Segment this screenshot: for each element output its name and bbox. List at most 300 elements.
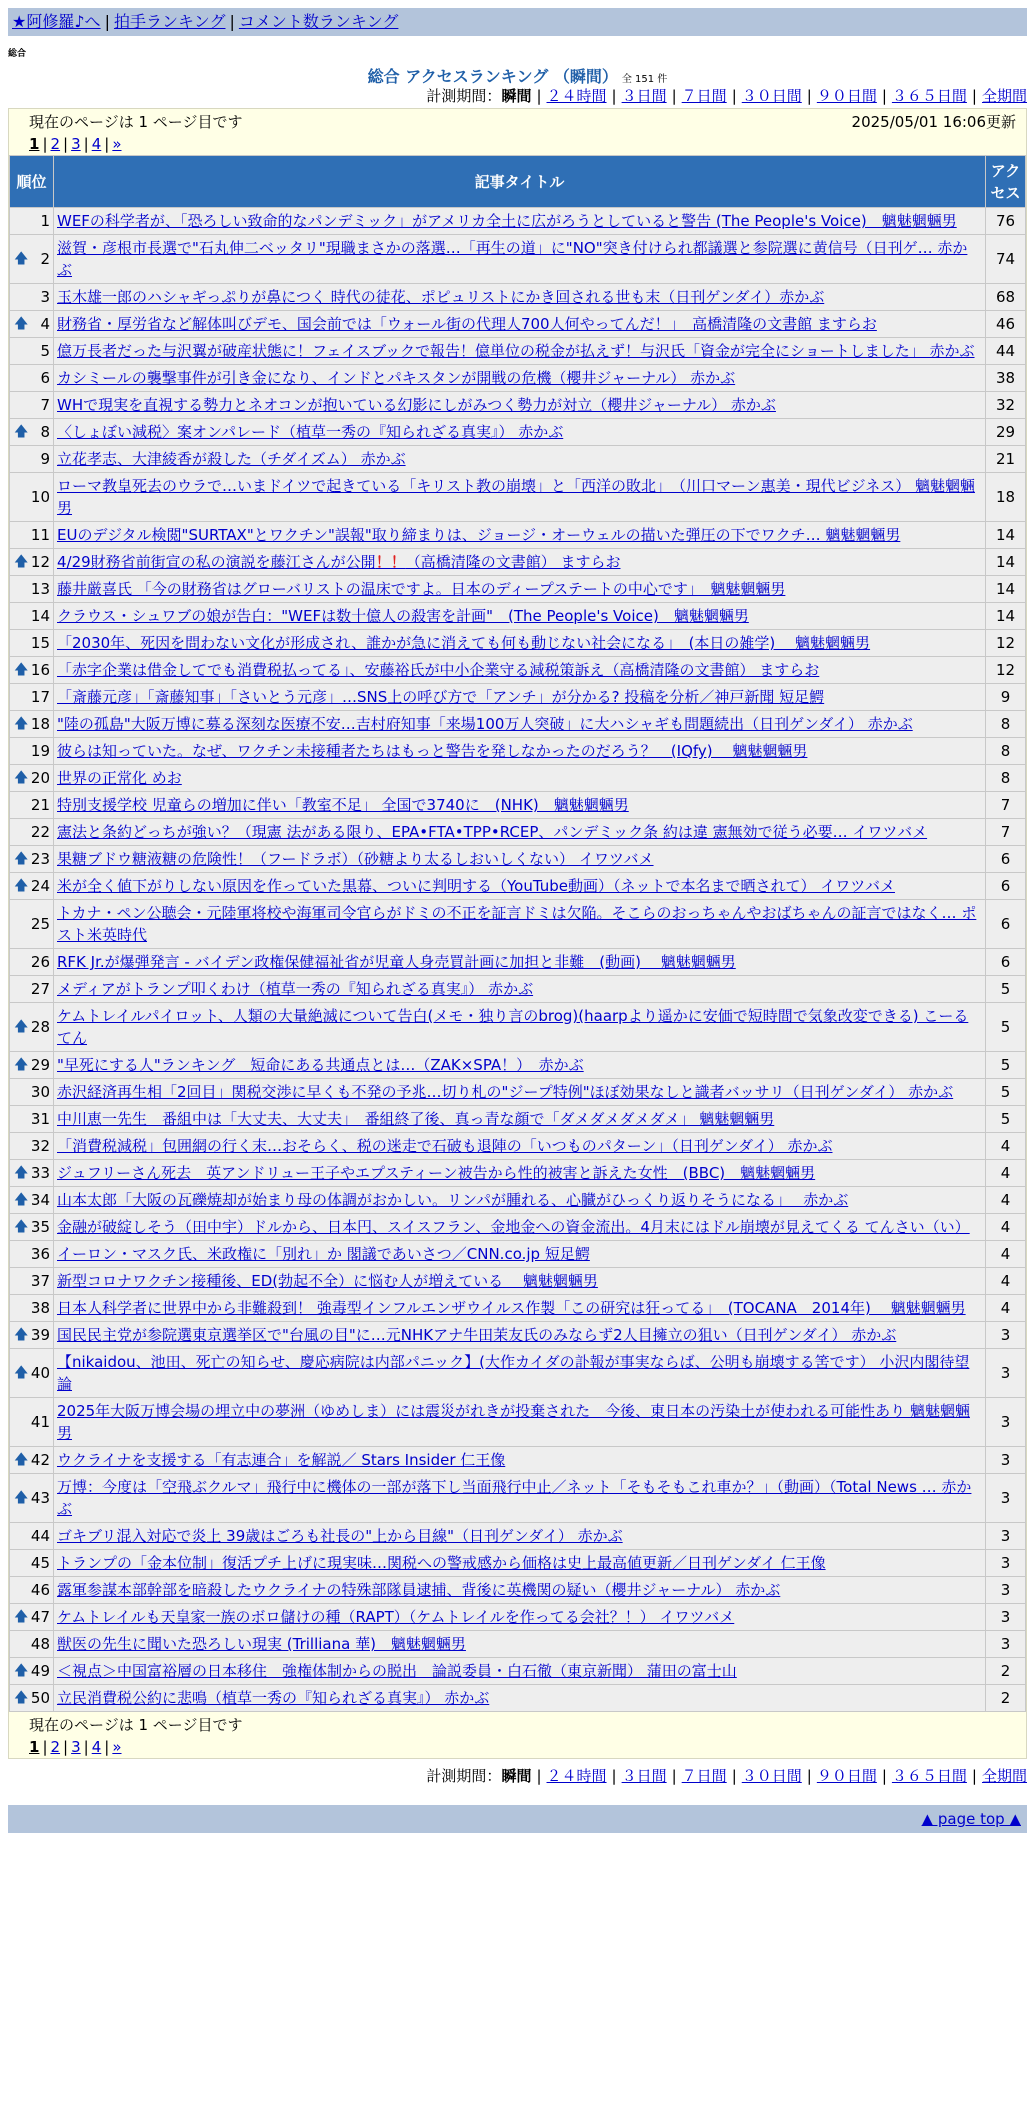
period-option[interactable]: ７日間: [681, 1767, 727, 1785]
article-title: WHで現実を直視する勢力とネオコンが抱いている幻影にしがみつく勢力が対立（櫻井ジャーナル） 赤かぶ: [57, 396, 776, 414]
title-cell: [54, 1268, 986, 1295]
article-link[interactable]: [57, 315, 877, 333]
rank-number: 22: [30, 823, 50, 841]
period-separator: |: [806, 1767, 812, 1785]
pager-page-link[interactable]: 3: [71, 1738, 81, 1756]
access-count: 32: [986, 392, 1026, 419]
rank-up-arrow-icon: 🡅: [14, 554, 29, 570]
article-link[interactable]: [57, 1581, 780, 1599]
page-info: 現在のページは 1 ページ目です: [29, 1716, 243, 1734]
title-cell: [54, 765, 986, 792]
period-separator: |: [671, 87, 677, 105]
rank-number: 49: [30, 1662, 50, 1680]
period-option[interactable]: 全期間: [981, 1767, 1027, 1785]
pager-separator: |: [63, 1738, 69, 1756]
period-option[interactable]: ９０日間: [816, 1767, 877, 1785]
article-title: 「赤字企業は借金してでも消費税払ってる」、安藤裕氏が中小企業守る減税策訴え（高橋清隆の文書館） ますらお: [57, 661, 820, 679]
exclamation-mark: ！！: [375, 553, 406, 571]
period-separator: |: [671, 1767, 677, 1785]
rank-number: 1: [40, 212, 50, 230]
table-row: [10, 235, 1026, 284]
access-count: 4: [986, 1160, 1026, 1187]
title-cell: [54, 684, 986, 711]
table-row: [10, 1658, 1026, 1685]
table-row: [10, 1398, 1026, 1447]
rank-number: 9: [40, 450, 50, 468]
rank-cell: [10, 338, 54, 365]
rank-up-arrow-icon: 🡅: [14, 1365, 29, 1381]
period-option[interactable]: ２４時間: [546, 87, 607, 105]
pager-next-link[interactable]: »: [112, 1738, 122, 1756]
period-separator: |: [881, 87, 887, 105]
pager-page-link[interactable]: 4: [91, 135, 102, 153]
article-title: EUのデジタル検閲"SURTAX"とワクチン"誤報"取り締まりは、ジョージ・オーウェルの描いた弾圧の下でワクチ… 魑魅魍魎男: [57, 526, 901, 544]
period-separator: |: [536, 1767, 542, 1785]
rank-cell: [10, 235, 54, 284]
table-row: [10, 549, 1026, 576]
rank-number: 43: [30, 1489, 50, 1507]
access-count: 6: [986, 900, 1026, 949]
article-title: 世界の正常化 めお: [57, 769, 182, 787]
article-title: 米が全く値下がりしない原因を作っていた黒幕、ついに判明する（YouTube動画）（ネットで本名まで晒されて） イワツバメ: [57, 877, 895, 895]
rank-cell: [10, 1295, 54, 1322]
table-row: [10, 1079, 1026, 1106]
access-count: 3: [986, 1398, 1026, 1447]
period-label: 計測期間：: [426, 87, 502, 105]
rank-number: 46: [30, 1581, 50, 1599]
access-count: 74: [986, 235, 1026, 284]
article-link[interactable]: [57, 1326, 896, 1344]
article-link[interactable]: [57, 1402, 970, 1442]
table-row: [10, 1631, 1026, 1658]
period-separator: |: [611, 87, 617, 105]
rank-cell: [10, 1349, 54, 1398]
article-title: カシミールの襲撃事件が引き金になり、インドとパキスタンが開戦の危機（櫻井ジャーナル） 赤かぶ: [57, 369, 736, 387]
rank-number: 8: [40, 423, 50, 441]
table-row: [10, 311, 1026, 338]
rank-number: 48: [30, 1635, 50, 1653]
article-title: 新型コロナワクチン接種後、ED(勃起不全）に悩む人が増えている 魑魅魍魎男: [57, 1272, 598, 1290]
article-link[interactable]: [57, 953, 736, 971]
article-link[interactable]: [57, 288, 824, 306]
access-count: 5: [986, 1003, 1026, 1052]
article-title: "陸の孤島"大阪万博に募る深刻な医療不安…吉村府知事「来場100万人突破」に大ハシャギも問題続出（日刊ゲンダイ） 赤かぶ: [57, 715, 913, 733]
article-title: イーロン・マスク氏、米政権に「別れ」か 閣議であいさつ／CNN.co.jp 短足鰐: [57, 1245, 590, 1263]
rank-number: 28: [30, 1018, 50, 1036]
access-count: 3: [986, 1550, 1026, 1577]
pager-separator: |: [83, 135, 89, 153]
rank-up-arrow-icon: 🡅: [14, 1192, 29, 1208]
rank-up-arrow-icon: 🡅: [14, 770, 29, 786]
rank-cell: [10, 1106, 54, 1133]
article-link[interactable]: [57, 1299, 966, 1317]
access-count: 6: [986, 846, 1026, 873]
article-link[interactable]: [57, 1353, 969, 1393]
title-cell: [54, 1106, 986, 1133]
home-link[interactable]: ★阿修羅♪へ: [12, 12, 101, 31]
title-cell: [54, 1214, 986, 1241]
article-link[interactable]: [57, 715, 913, 733]
article-link[interactable]: [57, 1137, 832, 1155]
rank-number: 14: [30, 607, 50, 625]
rank-cell: [10, 792, 54, 819]
article-link[interactable]: [57, 1527, 623, 1545]
title-cell: [54, 1241, 986, 1268]
period-option[interactable]: ２４時間: [546, 1767, 607, 1785]
section-label: 総合: [8, 49, 27, 59]
rank-number: 2: [40, 250, 50, 268]
title-cell: [54, 522, 986, 549]
nav-separator: |: [229, 12, 235, 31]
rank-cell: [10, 1187, 54, 1214]
access-count: 5: [986, 976, 1026, 1003]
table-row: [10, 1003, 1026, 1052]
title-cell: [54, 392, 986, 419]
rank-number: 37: [30, 1272, 50, 1290]
table-row: [10, 284, 1026, 311]
rank-number: 21: [30, 796, 50, 814]
pager: [29, 1736, 1016, 1758]
rank-up-arrow-icon: 🡅: [14, 1019, 29, 1035]
title-cell: [54, 235, 986, 284]
rank-number: 3: [40, 288, 50, 306]
col-rank-header: 順位: [10, 156, 54, 208]
pager-page-link[interactable]: 3: [71, 135, 81, 153]
article-link[interactable]: [57, 1056, 584, 1074]
title-row: [8, 64, 1027, 84]
table-row: [10, 419, 1026, 446]
article-title: 財務省・厚労省など解体叫びデモ、国会前では「ウォール街の代理人700人何やってんだ！」 高橋清隆の文書館 ますらお: [57, 315, 877, 333]
article-title: 万博：今度は「空飛ぶクルマ」飛行中に機体の一部が落下し当面飛行中止／ネット「そもそもこれ車か？」（動画）（Total News … 赤かぶ: [57, 1478, 972, 1518]
article-link[interactable]: [57, 796, 629, 814]
rank-number: 41: [30, 1413, 50, 1431]
rank-cell: [10, 949, 54, 976]
access-count: 8: [986, 765, 1026, 792]
article-link[interactable]: [57, 450, 406, 468]
article-title: ケムトレイルパイロット、人類の大量絶滅について告白(メモ・独り言のbrog)(haarpより遥かに安価で短時間で気象改変できる) こーるてん: [57, 1007, 969, 1047]
period-separator: |: [806, 87, 812, 105]
title-cell: [54, 1658, 986, 1685]
period-option[interactable]: 全期間: [981, 87, 1027, 105]
table-row: [10, 522, 1026, 549]
rank-up-arrow-icon: 🡅: [14, 316, 29, 332]
rank-up-arrow-icon: 🡅: [14, 1452, 29, 1468]
rank-number: 30: [30, 1083, 50, 1101]
title-cell: [54, 1604, 986, 1631]
table-row: [10, 446, 1026, 473]
rank-up-arrow-icon: 🡅: [14, 1663, 29, 1679]
title-cell: [54, 738, 986, 765]
article-title: 「斎藤元彦」「斎藤知事」「さいとう元彦」…SNS上の呼び方で「アンチ」が分かる? 投稿を分析／神戸新聞 短足鰐: [57, 688, 825, 706]
period-separator: |: [536, 87, 542, 105]
rank-cell: [10, 1052, 54, 1079]
article-link[interactable]: [57, 1191, 848, 1209]
table-row: [10, 657, 1026, 684]
article-title: 獣医の先生に聞いた恐ろしい現実 (Trilliana 華) 魑魅魍魎男: [57, 1635, 466, 1653]
article-title: 藤井厳喜氏 「今の財務省はグローバリストの温床ですよ。日本のディープステートの中心です」 魑魅魍魎男: [57, 580, 786, 598]
footer-bar: [8, 1805, 1027, 1833]
article-link[interactable]: [57, 904, 976, 944]
rank-up-arrow-icon: 🡅: [14, 878, 29, 894]
access-count: 6: [986, 873, 1026, 900]
title-cell: [54, 446, 986, 473]
period-separator: |: [881, 1767, 887, 1785]
article-link[interactable]: [57, 1451, 505, 1469]
title-cell: [54, 1474, 986, 1523]
period-option[interactable]: ３０日間: [741, 87, 802, 105]
comment-ranking-link[interactable]: コメント数ランキング: [238, 12, 399, 31]
rank-cell: [10, 1604, 54, 1631]
updated-time: 2025/05/01 16:06更新: [851, 113, 1016, 131]
rank-number: 12: [30, 553, 50, 571]
ranking-panel: [8, 108, 1027, 1759]
article-link[interactable]: [57, 423, 563, 441]
title-cell: [54, 711, 986, 738]
rank-number: 13: [30, 580, 50, 598]
article-link[interactable]: [57, 1218, 970, 1236]
article-title: 特別支援学校 児童らの増加に伴い「教室不足」 全国で3740に (NHK) 魑魅魍魎男: [57, 796, 629, 814]
article-link[interactable]: [57, 1608, 734, 1626]
article-link[interactable]: [57, 877, 895, 895]
pager-current: 1: [29, 135, 40, 153]
article-title: 彼らは知っていた。なぜ、ワクチン未接種者たちはもっと警告を発しなかったのだろう？ (IQfy) 魑魅魍魎男: [57, 742, 808, 760]
rank-up-arrow-icon: 🡅: [14, 251, 29, 267]
article-title: WEFの科学者が、「恐ろしい致命的なパンデミック」がアメリカ全土に広がろうとしていると警告 (The People's Voice) 魑魅魍魎男: [57, 212, 957, 230]
article-link[interactable]: [57, 634, 870, 652]
rank-cell: [10, 1398, 54, 1447]
table-row: [10, 711, 1026, 738]
article-title: 2025年大阪万博会場の埋立中の夢洲（ゆめしま）には震災がれきが投棄された 今後、東日本の汚染土が使われる可能性あり 魑魅魍魎男: [57, 1402, 970, 1442]
page-top-link[interactable]: ▲ page top ▲: [921, 1810, 1021, 1828]
article-link[interactable]: [57, 1007, 968, 1047]
article-title: "早死にする人"ランキング 短命にある共通点とは…（ZAK×SPA！） 赤かぶ: [57, 1056, 584, 1074]
article-title: 【nikaidou、池田、死亡の知らせ、慶応病院は内部パニック】(大作カイダの訃報が事実ならば、公明も崩壊する筈です） 小沢内閣待望論: [57, 1353, 970, 1393]
period-option[interactable]: ３日間: [621, 1767, 667, 1785]
article-link[interactable]: [57, 212, 957, 230]
period-option[interactable]: ９０日間: [816, 87, 877, 105]
title-cell: [54, 419, 986, 446]
access-count: 3: [986, 1474, 1026, 1523]
rank-number: 27: [30, 980, 50, 998]
pager-next-link[interactable]: »: [112, 135, 122, 153]
article-link[interactable]: [57, 580, 785, 598]
rank-number: 33: [30, 1164, 50, 1182]
article-link[interactable]: [57, 553, 620, 571]
article-link[interactable]: [57, 1478, 971, 1518]
rank-cell: [10, 522, 54, 549]
rank-cell: [10, 284, 54, 311]
title-cell: [54, 311, 986, 338]
access-count: 2: [986, 1658, 1026, 1685]
rank-cell: [10, 1523, 54, 1550]
article-link[interactable]: [57, 850, 654, 868]
title-cell: [54, 900, 986, 949]
article-link[interactable]: [57, 1272, 598, 1290]
title-cell: [54, 1187, 986, 1214]
title-cell: [54, 1685, 986, 1712]
article-link[interactable]: [57, 769, 182, 787]
title-cell: [54, 473, 986, 522]
rank-number: 31: [30, 1110, 50, 1128]
rank-number: 26: [30, 953, 50, 971]
table-row: [10, 1577, 1026, 1604]
table-row: [10, 1685, 1026, 1712]
article-link[interactable]: [57, 742, 807, 760]
rank-up-arrow-icon: 🡅: [14, 662, 29, 678]
article-title: 金融が破綻しそう（田中宇）ドルから、日本円、スイスフラン、金地金への資金流出。4月末にはドル崩壊が見えてくる てんさい（い）: [57, 1218, 970, 1236]
access-count: 12: [986, 630, 1026, 657]
rank-number: 29: [30, 1056, 50, 1074]
article-link[interactable]: [57, 396, 776, 414]
article-link[interactable]: [57, 342, 975, 360]
rank-cell: [10, 311, 54, 338]
title-cell: [54, 1550, 986, 1577]
rank-number: 11: [30, 526, 50, 544]
period-option[interactable]: ３６５日間: [891, 87, 967, 105]
rank-number: 17: [30, 688, 50, 706]
article-link[interactable]: [57, 1083, 953, 1101]
article-title: ウクライナを支援する「有志連合」を解説／ Stars Insider 仁王像: [57, 1451, 506, 1469]
access-count: 21: [986, 446, 1026, 473]
rank-number: 16: [30, 661, 50, 679]
access-count: 3: [986, 1523, 1026, 1550]
rank-number: 19: [30, 742, 50, 760]
table-row: [10, 338, 1026, 365]
access-count: 5: [986, 1052, 1026, 1079]
access-count: 6: [986, 949, 1026, 976]
title-cell: [54, 1133, 986, 1160]
table-row: [10, 1241, 1026, 1268]
article-link[interactable]: [57, 239, 967, 279]
table-row: [10, 1052, 1026, 1079]
article-link[interactable]: [57, 1554, 826, 1572]
rank-number: 45: [30, 1554, 50, 1572]
access-count: 5: [986, 1079, 1026, 1106]
article-title: トランプの「金本位制」復活プチ上げに現実味…関税への警戒感から価格は史上最高値更新／日刊ゲンダイ 仁王像: [57, 1554, 826, 1572]
access-count: 18: [986, 473, 1026, 522]
page-title: 総合 アクセスランキング （瞬間）: [367, 67, 618, 86]
access-count: 3: [986, 1349, 1026, 1398]
title-cell: [54, 1631, 986, 1658]
rank-number: 50: [30, 1689, 50, 1707]
page-info: 現在のページは 1 ページ目です: [29, 113, 243, 131]
article-link[interactable]: [57, 477, 975, 517]
table-row: [10, 1474, 1026, 1523]
title-cell: [54, 949, 986, 976]
pager-page-link[interactable]: 2: [50, 1738, 61, 1756]
rank-number: 32: [30, 1137, 50, 1155]
article-title: 滋賀・彦根市長選で"石丸伸二ベッタリ"現職まさかの落選…「再生の道」に"NO"突き付けられ都議選と参院選に黄信号（日刊ゲ… 赤かぶ: [57, 239, 968, 279]
article-link[interactable]: [57, 661, 819, 679]
table-row: [10, 603, 1026, 630]
pager-separator: |: [83, 1738, 89, 1756]
article-link[interactable]: [57, 1635, 466, 1653]
pager-page-link[interactable]: 4: [91, 1738, 102, 1756]
period-option[interactable]: ３６５日間: [891, 1767, 967, 1785]
rank-number: 5: [40, 342, 50, 360]
period-label: 計測期間：: [426, 1767, 502, 1785]
title-cell: [54, 549, 986, 576]
period-option[interactable]: ３０日間: [741, 1767, 802, 1785]
article-link[interactable]: [57, 1110, 774, 1128]
rank-cell: [10, 1160, 54, 1187]
rank-cell: [10, 365, 54, 392]
access-count: 14: [986, 603, 1026, 630]
rank-number: 15: [30, 634, 50, 652]
rank-up-arrow-icon: 🡅: [14, 716, 29, 732]
period-option[interactable]: ３日間: [621, 87, 667, 105]
title-cell: [54, 1447, 986, 1474]
period-option[interactable]: ７日間: [681, 87, 727, 105]
rank-cell: [10, 1268, 54, 1295]
rank-number: 23: [30, 850, 50, 868]
article-link[interactable]: [57, 1662, 737, 1680]
rank-cell: [10, 900, 54, 949]
title-cell: [54, 338, 986, 365]
rank-cell: [10, 1241, 54, 1268]
table-row: [10, 1133, 1026, 1160]
article-link[interactable]: [57, 823, 927, 841]
period-separator: |: [971, 1767, 977, 1785]
rank-up-arrow-icon: 🡅: [14, 424, 29, 440]
rank-cell: [10, 873, 54, 900]
table-row: [10, 1187, 1026, 1214]
access-count: 4: [986, 1214, 1026, 1241]
rank-cell: [10, 1214, 54, 1241]
article-link[interactable]: [57, 980, 533, 998]
article-link[interactable]: [57, 1689, 489, 1707]
article-link[interactable]: [57, 526, 900, 544]
title-cell: [54, 1577, 986, 1604]
access-count: 4: [986, 1241, 1026, 1268]
pager-separator: |: [104, 1738, 110, 1756]
rank-cell: [10, 576, 54, 603]
rank-cell: [10, 657, 54, 684]
pager-page-link[interactable]: 2: [50, 135, 61, 153]
table-row: [10, 1604, 1026, 1631]
access-count: 7: [986, 792, 1026, 819]
title-cell: [54, 657, 986, 684]
article-link[interactable]: [57, 607, 749, 625]
article-title: 憲法と条約どっちが強い？（現憲 法がある限り、EPA•FTA•TPP•RCEP、パンデミック条 約は違 憲無効で従う必要… イワツバメ: [57, 823, 928, 841]
rank-number: 47: [30, 1608, 50, 1626]
pager: [29, 133, 1016, 155]
table-row: [10, 1295, 1026, 1322]
access-count: 46: [986, 311, 1026, 338]
table-row: [10, 738, 1026, 765]
article-link[interactable]: [57, 1245, 590, 1263]
access-count: 7: [986, 819, 1026, 846]
table-row: [10, 1106, 1026, 1133]
article-link[interactable]: [57, 1164, 815, 1182]
article-link[interactable]: [57, 688, 824, 706]
title-cell: [54, 1160, 986, 1187]
access-count: 14: [986, 576, 1026, 603]
table-row: [10, 900, 1026, 949]
access-count: 14: [986, 549, 1026, 576]
rank-number: 36: [30, 1245, 50, 1263]
clap-ranking-link[interactable]: 拍手ランキング: [113, 12, 226, 31]
access-count: 38: [986, 365, 1026, 392]
article-link[interactable]: [57, 369, 735, 387]
article-title: 4/29財務省前街宣の私の演説を藤江さんが公開: [57, 553, 376, 571]
article-title: 「2030年、死因を問わない文化が形成され、誰かが急に消えても何も動じない社会になる」 (本日の雑学) 魑魅魍魎男: [57, 634, 871, 652]
title-cell: [54, 1523, 986, 1550]
pager-current: 1: [29, 1738, 40, 1756]
access-count: 3: [986, 1447, 1026, 1474]
period-current: 瞬間: [501, 87, 532, 105]
rank-cell: [10, 473, 54, 522]
